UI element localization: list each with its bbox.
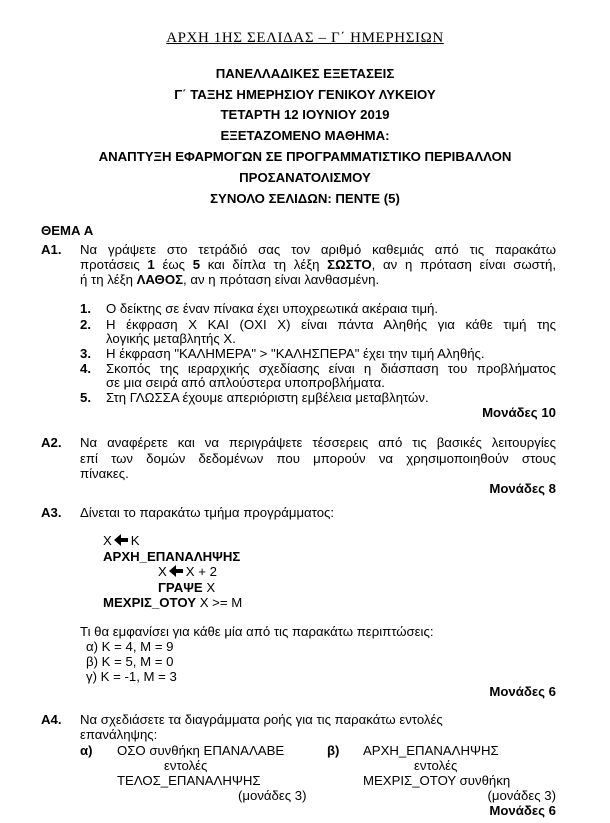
a4-part-a-line-3: ΤΕΛΟΣ_ΕΠΑΝΑΛΗΨΗΣ (117, 773, 261, 788)
a2-text-line-1: Να αναφέρετε και να περιγράψετε τέσσερεις από τις βασικές λειτουργίες (80, 435, 556, 450)
a4-part-b-marks: (μονάδες 3) (487, 788, 556, 803)
code-line-3: Χ Χ + 2 (158, 564, 217, 579)
code-line-1: Χ Κ (103, 533, 140, 548)
a2-label: Α2. (41, 435, 62, 450)
a3-intro: Δίνεται το παρακάτω τμήμα προγράμματος: (80, 505, 335, 520)
a4-part-a-marks: (μονάδες 3) (238, 788, 307, 803)
a4-part-a-line-1: ΟΣΟ συνθήκη ΕΠΑΝΑΛΑΒΕ (117, 743, 285, 758)
a3-question: Τι θα εμφανίσει για κάθε μία από τις παρακάτω περιπτώσεις: (80, 624, 434, 639)
a4-part-b-line-3: ΜΕΧΡΙΣ_ΟΤΟΥ συνθήκη (363, 773, 511, 788)
assign-arrow-icon (114, 534, 128, 546)
a3-case-b: β) Κ = 5, Μ = 0 (86, 654, 174, 669)
a1-item-4-number: 4. (80, 361, 91, 376)
page-header-title: ΑΡΧΗ 1ΗΣ ΣΕΛΙΔΑΣ – Γ΄ ΗΜΕΡΗΣΙΩΝ (166, 30, 444, 46)
a3-label: Α3. (41, 505, 62, 520)
a1-item-5-text: Στη ΓΛΩΣΣΑ έχουμε απεριόριστη εμβέλεια μεταβλητών. (106, 390, 429, 405)
a1-item-4-text-line-1: Σκοπός της ιεραρχικής σχεδίασης είναι η διάσπαση του προβλήματος (106, 361, 556, 376)
a2-marks: Μονάδες 8 (489, 481, 556, 496)
a4-text-line-2: επανάληψης: (80, 727, 158, 742)
a1-item-5-number: 5. (80, 390, 91, 405)
a1-item-3-text: Η έκφραση "ΚΑΛΗΜΕΡΑ" > "ΚΑΛΗΣΠΕΡΑ" έχει την τιμή Αληθής. (106, 346, 485, 361)
a4-part-b-line-2: εντολές (414, 758, 458, 773)
a3-case-c: γ) Κ = -1, Μ = 3 (86, 669, 177, 684)
header-line-4: ΕΞΕΤΑΖΟΜΕΝΟ ΜΑΘΗΜΑ: (220, 128, 390, 143)
code-line-2: ΑΡΧΗ_ΕΠΑΝΑΛΗΨΗΣ (103, 549, 241, 564)
code-line-4: ΓΡΑΨΕ Χ (158, 580, 216, 595)
a4-text-line-1: Να σχεδιάσετε τα διαγράμματα ροής για τις παρακάτω εντολές (80, 712, 443, 727)
a1-item-3-number: 3. (80, 346, 91, 361)
a4-marks: Μονάδες 6 (489, 803, 556, 818)
header-line-7: ΣΥΝΟΛΟ ΣΕΛΙΔΩΝ: ΠΕΝΤΕ (5) (210, 191, 400, 206)
a4-part-b-label: β) (327, 743, 340, 758)
a1-item-1-number: 1. (80, 301, 91, 316)
a3-marks: Μονάδες 6 (489, 684, 556, 699)
a1-text-line-3: ή τη λέξη ΛΑΘΟΣ, αν η πρόταση είναι λανθασμένη. (80, 272, 380, 287)
a4-part-a-label: α) (80, 743, 93, 758)
assign-arrow-icon (169, 565, 183, 577)
a1-item-2-number: 2. (80, 317, 91, 332)
a3-case-a: α) Κ = 4, Μ = 9 (86, 639, 174, 654)
a1-text-line-1: Να γράψετε στο τετράδιό σας τον αριθμό καθεμιάς από τις παρακάτω (80, 242, 556, 257)
a1-marks: Μονάδες 10 (482, 405, 556, 420)
a1-label: Α1. (41, 242, 62, 257)
a1-item-2-text-line-1: Η έκφραση Χ ΚΑΙ (ΟΧΙ Χ) είναι πάντα Αληθής για κάθε τιμή της (106, 317, 556, 332)
a4-part-a-line-2: εντολές (164, 758, 208, 773)
header-line-6: ΠΡΟΣΑΝΑΤΟΛΙΣΜΟΥ (239, 170, 371, 185)
header-line-2: Γ΄ ΤΑΞΗΣ ΗΜΕΡΗΣΙΟΥ ΓΕΝΙΚΟΥ ΛΥΚΕΙΟΥ (174, 87, 436, 102)
header-line-1: ΠΑΝΕΛΛΑΔΙΚΕΣ ΕΞΕΤΑΣΕΙΣ (215, 66, 395, 81)
code-line-5: ΜΕΧΡΙΣ_ΟΤΟΥ Χ >= Μ (103, 595, 243, 610)
a1-item-1-text: Ο δείκτης σε έναν πίνακα έχει υποχρεωτικά ακέραια τιμή. (106, 301, 439, 316)
a1-text-line-2: προτάσεις 1 έως 5 και δίπλα τη λέξη ΣΩΣΤΟ, αν η πρόταση είναι σωστή, (80, 257, 556, 272)
a4-part-b-line-1: ΑΡΧΗ_ΕΠΑΝΑΛΗΨΗΣ (363, 743, 499, 758)
a2-text-line-2: επί των δομών δεδομένων που μπορούν να χρησιμοποιηθούν στους (80, 451, 556, 466)
header-line-3: ΤΕΤΑΡΤΗ 12 ΙΟΥΝΙΟΥ 2019 (220, 107, 390, 122)
a1-item-2-text-line-2: λογικής μεταβλητής Χ. (106, 331, 236, 346)
a2-text-line-3: πίνακες. (80, 466, 129, 481)
theme-title: ΘΕΜΑ Α (41, 223, 94, 238)
a1-item-4-text-line-2: σε μια σειρά από απλούστερα υποπροβλήματα. (106, 375, 385, 390)
a4-label: Α4. (41, 712, 62, 727)
header-line-5: ΑΝΑΠΤΥΞΗ ΕΦΑΡΜΟΓΩΝ ΣΕ ΠΡΟΓΡΑΜΜΑΤΙΣΤΙΚΟ ΠΕΡΙΒΑΛΛΟΝ (98, 149, 512, 164)
